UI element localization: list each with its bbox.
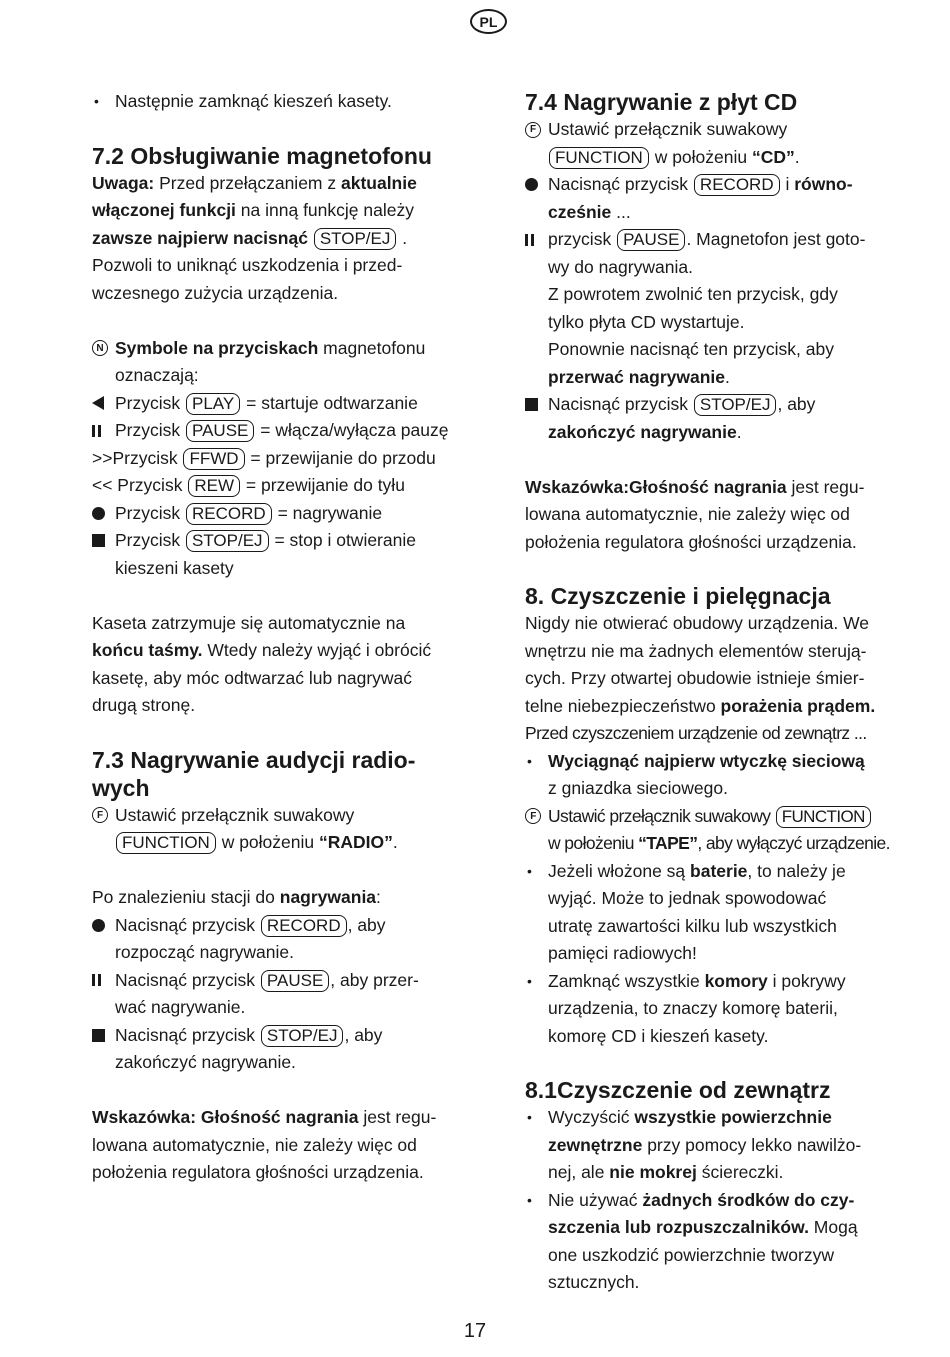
cd-step-record: Nacisnąć przycisk RECORD i równo- <box>525 171 900 199</box>
bullet-icon: • <box>527 862 532 879</box>
pause-icon <box>92 425 101 437</box>
radio-switch-line: F Ustawić przełącznik suwakowy <box>92 802 472 830</box>
record-dot-icon <box>92 507 105 520</box>
section-heading-7-4: 7.4 Nagrywanie z płyt CD <box>525 89 798 115</box>
language-badge: PL <box>470 9 507 34</box>
stop-square-icon <box>92 1029 105 1042</box>
bullet-icon: • <box>527 1191 532 1208</box>
bullet-close-compartments: • Zamknąć wszystkie komory i pokrywy <box>525 968 900 996</box>
step-record: Nacisnąć przycisk RECORD , aby <box>92 912 472 940</box>
function-key: FUNCTION <box>116 832 216 854</box>
bullet-batteries: • Jeżeli włożone są baterie, to należy je <box>525 858 900 886</box>
cd-step-stop: Nacisnąć przycisk STOP/EJ , aby <box>525 391 900 419</box>
record-dot-icon <box>525 178 538 191</box>
bullet-close-cassette: • Następnie zamknąć kieszeń kasety. <box>92 88 472 116</box>
section-heading-7-2: 7.2 Obsługiwanie magnetofonu <box>92 142 432 169</box>
play-key: PLAY <box>186 393 240 415</box>
pause-icon <box>525 234 534 246</box>
symbol-row-pause: Przycisk PAUSE = włącza/wyłącza pauzę <box>92 417 472 445</box>
po-znalezieniu: Po znalezieniu stacji do nagrywania: <box>92 887 381 907</box>
play-icon <box>92 396 104 410</box>
pause-key: PAUSE <box>617 229 685 251</box>
section-heading-8: 8. Czyszczenie i pielęgnacja <box>525 583 831 609</box>
tip-paragraph-right: Wskazówka:Głośność nagrania jest regu- lowana automatycznie, nie zależy więc od położenia regulatora głośności urządzenia. <box>525 476 865 552</box>
bullet-tape-switch: F Ustawić przełącznik suwakowy FUNCTION <box>525 803 900 831</box>
f-circle-icon: F <box>92 807 108 823</box>
stop-ej-key: STOP/EJ <box>186 530 269 552</box>
stop-ej-key: STOP/EJ <box>261 1025 344 1047</box>
stop-square-icon <box>525 398 538 411</box>
f-circle-icon: F <box>525 808 541 824</box>
uwaga-paragraph: Uwaga: Przed przełączaniem z aktualnie włączonej funkcji na inną funkcję należy zawsze najpierw nacisnąć STOP/EJ . Pozwoli to uniknąć uszkodzenia i przed- wczesnego zużycia urządzenia. <box>92 172 417 303</box>
tip-paragraph-left: Wskazówka: Głośność nagrania jest regu- lowana automatycznie, nie zależy więc od położenia regulatora głośności urządzenia. <box>92 1107 437 1182</box>
section-heading-8-1: 8.1Czyszczenie od zewnątrz <box>525 1077 831 1103</box>
bullet-icon: • <box>527 972 532 989</box>
step-stop: Nacisnąć przycisk STOP/EJ , aby <box>92 1022 472 1050</box>
symbol-row-rew: << Przycisk REW = przewijanie do tyłu <box>92 475 405 495</box>
function-key: FUNCTION <box>549 147 649 169</box>
rew-key: REW <box>188 475 240 497</box>
symbol-row-play: Przycisk PLAY = startuje odtwarzanie <box>92 390 472 418</box>
record-key: RECORD <box>261 915 347 937</box>
bullet-icon: • <box>527 1109 532 1125</box>
symbol-row-stop: Przycisk STOP/EJ = stop i otwieranie <box>92 527 472 555</box>
pause-key: PAUSE <box>186 420 254 442</box>
record-dot-icon <box>92 919 105 932</box>
stop-ej-key: STOP/EJ <box>314 228 397 250</box>
section-heading-7-3: 7.3 Nagrywanie audycji radio- wych <box>92 746 416 801</box>
bullet-icon: • <box>527 752 532 769</box>
left-column: • Następnie zamknąć kieszeń kasety. 7.2 Obsługiwanie magnetofonu Uwaga: Przed przełączaniem z aktualnie włączonej funkcji na inną funkcję należy zawsze najpierw nacisnąć STOP/EJ . Pozwoli to uniknąć uszkodzenia i przed- wczesnego zużycia urządzenia. N Symbole na przyciskach magnetofonu oznaczają: Przycisk PLAY = startuje odtwarzanie Przycisk PAUSE = włącza/wyłącza pauzę >>Przycisk FFWD = przewijanie do przodu << Przycisk REW = przewijanie do tyłu Przycisk RECORD = nagrywanie Przycisk STOP/EJ = stop i otwieranie kieszeni kasety Kaseta zatrzymuje się automatycznie na końcu taśmy. Wtedy należy wyjąć i obrócić kasetę, aby móc odtwarzać lub nagrywać drugą stronę. 7.3 Nagrywanie audycji radio- wych F Ustawić przełącznik suwakowy FUNCTION w położeniu “RADIO”. Po znalezieniu stacji do nagrywania: Nacisnąć przycisk RECORD , aby rozpocząć nagrywanie. Nacisnąć przycisk PAUSE , aby przer- wać nagrywanie. Nacisnąć przycisk STOP/EJ , aby zakończyć nagrywanie. Wskazówka: Głośność nagrania jest regu- lowana automatycznie, nie zależy więc od położenia regulatora głośności urządzenia. <box>92 88 472 1187</box>
bullet-unplug: • Wyciągnąć najpierw wtyczkę sieciową <box>525 748 900 776</box>
clean-paragraph: Nigdy nie otwierać obudowy urządzenia. We wnętrzu nie ma żadnych elementów sterują- cych. Przy otwartej obudowie istnieje śmier- telne niebezpieczeństwo porażenia prądem. Przed czyszczeniem urządzenie od zewnątrz ... <box>525 613 876 743</box>
record-key: RECORD <box>186 503 272 525</box>
f-circle-icon: F <box>525 122 541 138</box>
symbols-intro: N Symbole na przyciskach magnetofonu <box>92 335 472 363</box>
step-pause: Nacisnąć przycisk PAUSE , aby przer- <box>92 967 472 995</box>
stop-ej-key: STOP/EJ <box>694 394 777 416</box>
symbol-row-ffwd: >>Przycisk FFWD = przewijanie do przodu <box>92 447 436 468</box>
bullet-wipe: • Wyczyścić wszystkie powierzchnie <box>525 1104 900 1132</box>
kaseta-paragraph: Kaseta zatrzymuje się automatycznie na końcu taśmy. Wtedy należy wyjąć i obrócić kasetę, aby móc odtwarzać lub nagrywać drugą stronę. <box>92 612 432 715</box>
bullet-no-agents: • Nie używać żadnych środków do czy- <box>525 1187 900 1215</box>
stop-square-icon <box>92 534 105 547</box>
right-column: 7.4 Nagrywanie z płyt CD F Ustawić przełącznik suwakowy FUNCTION w położeniu “CD”. Nacisnąć przycisk RECORD i równo- cześnie ... przycisk PAUSE . Magnetofon jest goto- wy do nagrywania. Z powrotem zwolnić ten przycisk, gdy tylko płyta CD wystartuje. Ponownie nacisnąć ten przycisk, aby przerwać nagrywanie. Nacisnąć przycisk STOP/EJ , aby zakończyć nagrywanie. Wskazówka:Głośność nagrania jest regu- lowana automatycznie, nie zależy więc od położenia regulatora głośności urządzenia. 8. Czyszczenie i pielęgnacja Nigdy nie otwierać obudowy urządzenia. We wnętrzu nie ma żadnych elementów sterują- cych. Przy otwartej obudowie istnieje śmier- telne niebezpieczeństwo porażenia prądem. Przed czyszczeniem urządzenie od zewnątrz ... • Wyciągnąć najpierw wtyczkę sieciową z gniazdka sieciowego. F Ustawić przełącznik suwakowy FUNCTION w położeniu “TAPE”, aby wyłączyć urządzenie. • Jeżeli włożone są baterie, to należy je wyjąć. Może to jednak spowodować utratę zawartości kilku lub wszystkich pamięci radiowych! • Zamknąć wszystkie komory i pokrywy urządzenia, to znaczy komorę baterii, komorę CD i kieszeń kasety. 8.1Czyszczenie od zewnątrz • Wyczyścić wszystkie powierzchnie zewnętrzne przy pomocy lekko nawilżo- nej, ale nie mokrej ściereczki. • Nie używać żadnych środków do czy- szczenia lub rozpuszczalników. Mogą one uszkodzić powierzchnie tworzyw sztucznych. <box>525 88 900 1297</box>
ffwd-key: FFWD <box>183 448 244 470</box>
bullet-icon: • <box>94 93 99 109</box>
symbol-row-record: Przycisk RECORD = nagrywanie <box>92 500 472 528</box>
record-key: RECORD <box>694 174 780 196</box>
cd-switch-line: F Ustawić przełącznik suwakowy <box>525 116 900 144</box>
page-number: 17 <box>463 1320 487 1342</box>
n-circle-icon: N <box>92 340 108 356</box>
function-key: FUNCTION <box>776 806 871 828</box>
pause-icon <box>92 974 101 986</box>
cd-step-pause: przycisk PAUSE . Magnetofon jest goto- <box>525 226 900 254</box>
pause-key: PAUSE <box>261 970 329 992</box>
